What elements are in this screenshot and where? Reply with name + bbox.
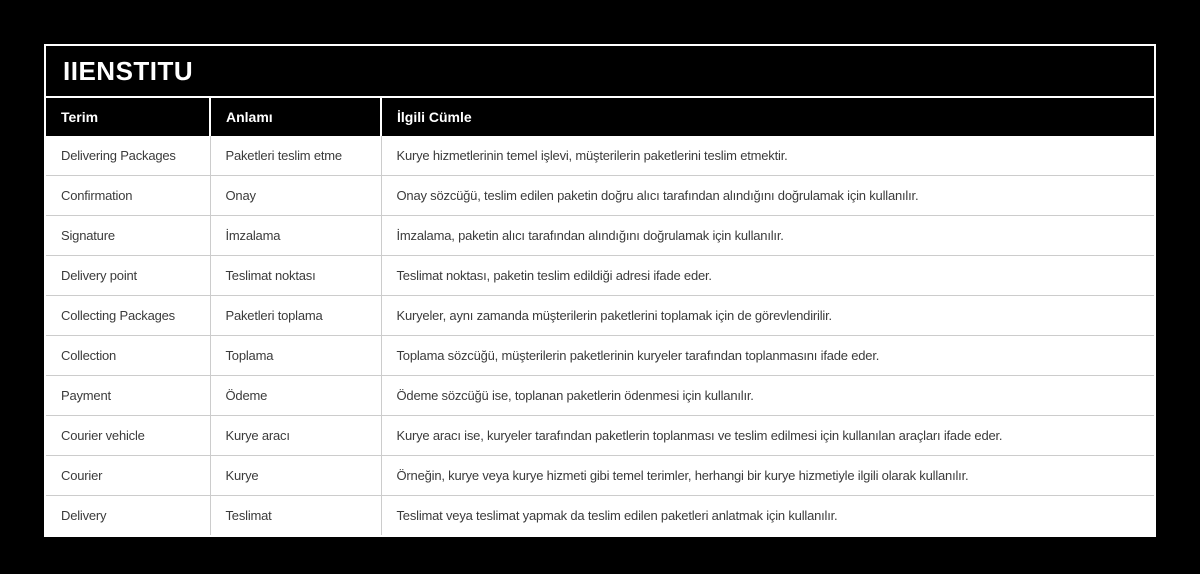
table-row	[46, 376, 1154, 416]
meaning-cell: Paketleri toplama	[210, 296, 381, 336]
sentence-cell: Kuryeler, aynı zamanda müşterilerin paketlerini toplamak için de görevlendirilir.	[381, 296, 1154, 336]
meaning-cell: Ödeme	[210, 376, 381, 416]
term-cell: Payment	[46, 376, 210, 416]
header-row	[46, 98, 1154, 136]
glossary-table-header	[46, 98, 1154, 136]
term-cell: Delivery point	[46, 256, 210, 296]
meaning-cell: Toplama	[210, 336, 381, 376]
meaning-cell: Paketleri teslim etme	[210, 136, 381, 176]
term-cell: Courier vehicle	[46, 416, 210, 456]
table-row	[46, 336, 1154, 376]
meaning-cell: Teslimat	[210, 496, 381, 536]
sentence-cell: Kurye aracı ise, kuryeler tarafından paketlerin toplanması ve teslim edilmesi için kullanılan araçları ifade eder.	[381, 416, 1154, 456]
term-cell: Delivery	[46, 496, 210, 536]
table-row	[46, 216, 1154, 256]
column-header-term: Terim	[46, 98, 210, 136]
glossary-table	[46, 98, 1154, 535]
meaning-cell: Kurye	[210, 456, 381, 496]
sentence-cell: Onay sözcüğü, teslim edilen paketin doğru alıcı tarafından alındığını doğrulamak için kullanılır.	[381, 176, 1154, 216]
meaning-cell: Onay	[210, 176, 381, 216]
table-row	[46, 456, 1154, 496]
term-cell: Courier	[46, 456, 210, 496]
glossary-table-body	[46, 136, 1154, 535]
sentence-cell: İmzalama, paketin alıcı tarafından alındığını doğrulamak için kullanılır.	[381, 216, 1154, 256]
table-row	[46, 496, 1154, 536]
sentence-cell: Kurye hizmetlerinin temel işlevi, müşterilerin paketlerini teslim etmektir.	[381, 136, 1154, 176]
table-row	[46, 256, 1154, 296]
term-cell: Signature	[46, 216, 210, 256]
term-cell: Collection	[46, 336, 210, 376]
page-title: IIENSTITU	[46, 46, 1154, 98]
table-row	[46, 176, 1154, 216]
meaning-cell: İmzalama	[210, 216, 381, 256]
sentence-cell: Teslimat noktası, paketin teslim edildiği adresi ifade eder.	[381, 256, 1154, 296]
column-header-sentence: İlgili Cümle	[381, 98, 1154, 136]
column-header-meaning: Anlamı	[210, 98, 381, 136]
term-cell: Confirmation	[46, 176, 210, 216]
sentence-cell: Teslimat veya teslimat yapmak da teslim edilen paketleri anlatmak için kullanılır.	[381, 496, 1154, 536]
glossary-card	[44, 44, 1156, 537]
term-cell: Delivering Packages	[61, 148, 176, 163]
sentence-cell: Toplama sözcüğü, müşterilerin paketlerinin kuryeler tarafından toplanmasını ifade eder.	[381, 336, 1154, 376]
table-row	[46, 296, 1154, 336]
table-row	[46, 416, 1154, 456]
sentence-cell: Ödeme sözcüğü ise, toplanan paketlerin ödenmesi için kullanılır.	[381, 376, 1154, 416]
meaning-cell: Kurye aracı	[210, 416, 381, 456]
table-row	[46, 136, 1154, 176]
sentence-cell: Örneğin, kurye veya kurye hizmeti gibi temel terimler, herhangi bir kurye hizmetiyle ilgili olarak kullanılır.	[381, 456, 1154, 496]
term-cell: Collecting Packages	[46, 296, 210, 336]
meaning-cell: Teslimat noktası	[210, 256, 381, 296]
